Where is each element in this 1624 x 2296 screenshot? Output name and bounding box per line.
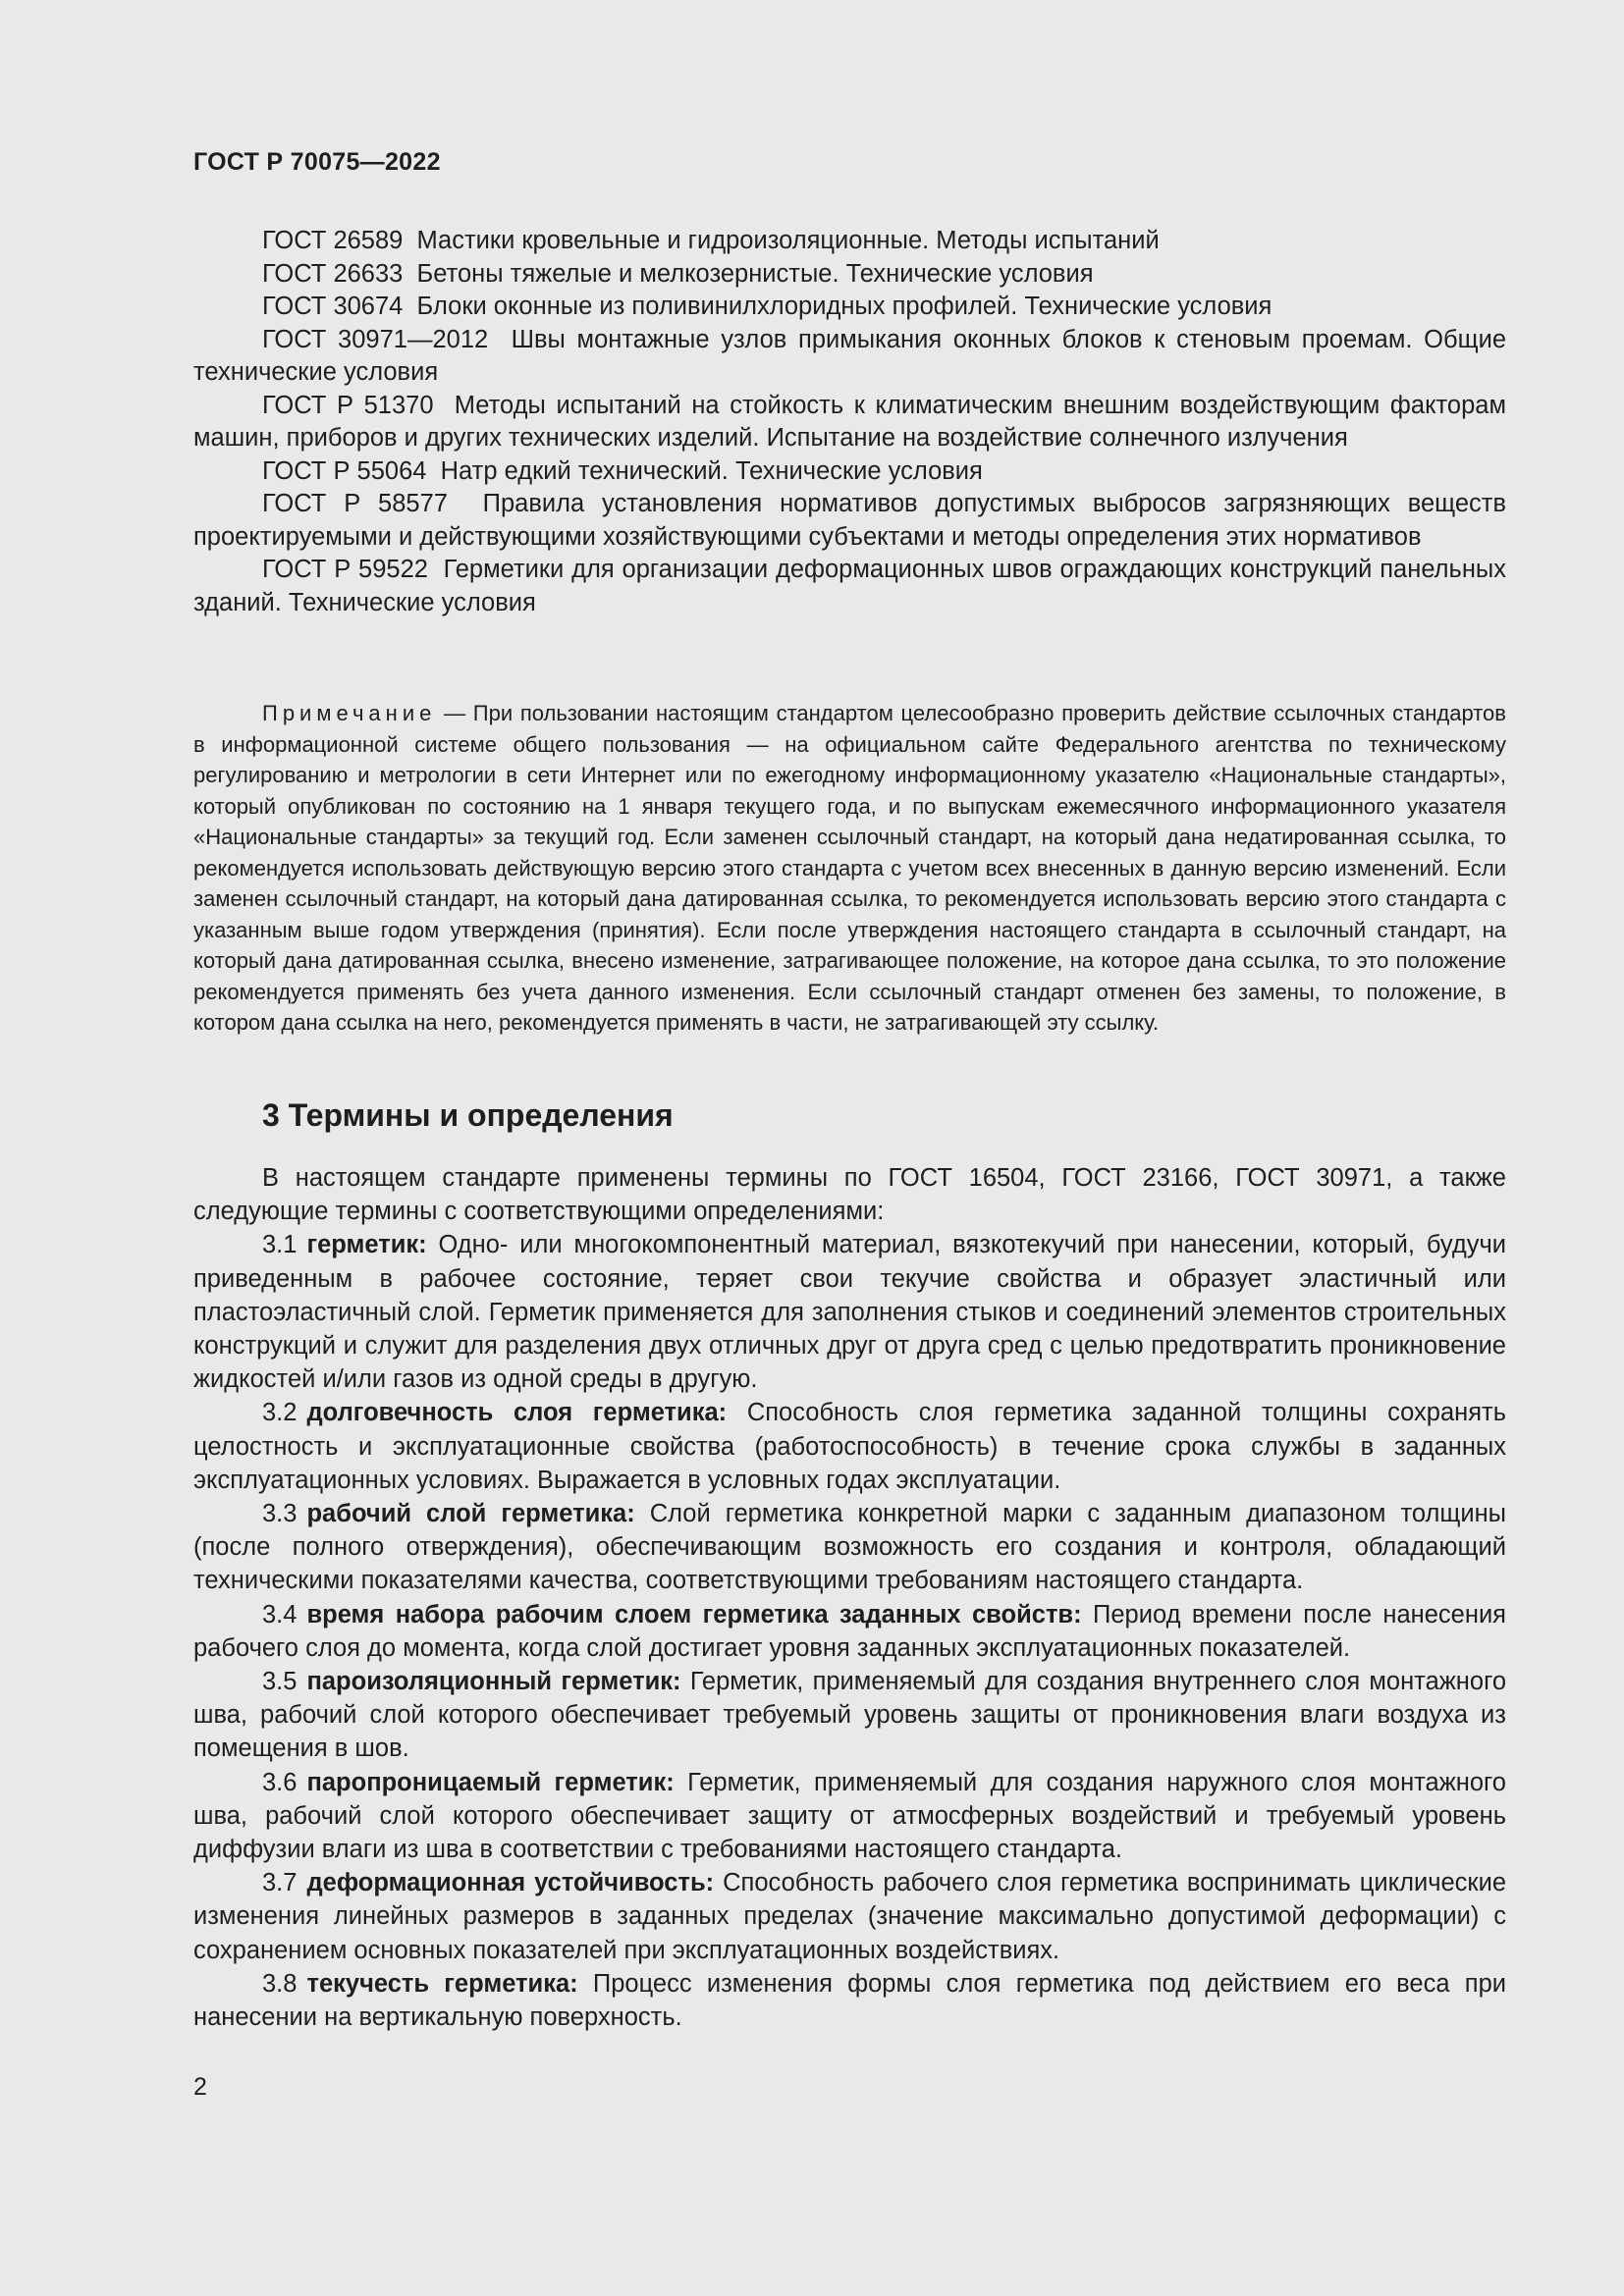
note-text: — При пользовании настоящим стандартом целесообразно проверить действие ссылочных стандартов в информационной системе общего пользования — на официальном сайте Федерального агентства по техническому регулированию и метрологии в сети Интернет или по ежегодному информационному указателю «Национальные стандарты», который опубликован по состоянию на 1 января текущего года, и по выпускам ежемесячного информационного указателя «Национальные стандарты» за текущий год. Если заменен ссылочный стандарт, на который дана недатированная ссылка, то рекомендуется использовать действующую версию этого стандарта с учетом всех внесенных в данную версию изменений. Если заменен ссылочный стандарт, на который дана датированная ссылка, то рекомендуется использовать версию этого стандарта с указанным выше годом утверждения (принятия). Если после утверждения настоящего стандарта в ссылочный стандарт, на который дана датированная ссылка, внесено изменение, затрагивающее положение, на которое дана ссылка, то это положение рекомендуется применять без учета данного изменения. Если ссылочный стандарт отменен без замены, то положение, в котором дана ссылка на него, рекомендуется применять в части, не затрагивающей эту ссылку. <box>193 701 1506 1035</box>
term-item: 3.8 текучесть герметика: Процесс изменения формы слоя герметика под действием его веса при нанесении на вертикальную поверхность. <box>193 1969 1506 2032</box>
term-item: 3.1 герметик: Одно- или многокомпонентный материал, вязкотекучий при нанесении, который, будучи приведенным в рабочее состояние, теряет свои текучие свойства и образует эластичный или пластоэластичный слой. Герметик применяется для заполнения стыков и соединений элементов строительных конструкций и служит для разделения двух отличных друг от друга сред с целью предотвратить проникновение жидкостей и/или газов из одной среды в другую. <box>193 1231 1506 1394</box>
reference-item: ГОСТ 30971—2012 Швы монтажные узлов примыкания оконных блоков к стеновым проемам. Общие технические условия <box>193 325 1507 386</box>
note-label: Примечание <box>262 701 437 725</box>
term-item: 3.5 пароизоляционный герметик: Герметик, применяемый для создания внутреннего слоя монтажного шва, рабочий слой которого обеспечивает требуемый уровень защиты от проникновения влаги воздуха из помещения в шов. <box>193 1668 1506 1763</box>
term-item: 3.4 время набора рабочим слоем герметика заданных свойств: Период времени после нанесения рабочего слоя до момента, когда слой достигает уровня заданных эксплуатационных показателей. <box>193 1600 1506 1662</box>
reference-item: ГОСТ 30674 Блоки оконные из поливинилхлоридных профилей. Технические условия <box>262 293 1272 320</box>
reference-item: ГОСТ 26589 Мастики кровельные и гидроизоляционные. Методы испытаний <box>262 227 1160 254</box>
term-item: 3.3 рабочий слой герметика: Слой герметика конкретной марки с заданным диапазоном толщины (после полного отверждения), обеспечивающим возможность его создания и контроля, обладающий техническими показателями качества, соответствующими требованиям настоящего стандарта. <box>193 1500 1506 1595</box>
normative-references-list <box>193 225 1506 619</box>
reference-item: ГОСТ Р 51370 Методы испытаний на стойкость к климатическим внешним воздействующим факторам машин, приборов и других технических изделий. Испытание на воздействие солнечного излучения <box>193 391 1506 452</box>
document-header: ГОСТ Р 70075—2022 <box>193 148 441 176</box>
reference-item: ГОСТ Р 58577 Правила установления нормативов допустимых выбросов загрязняющих веществ проектируемыми и действующими хозяйствующими субъектами и методы определения этих нормативов <box>193 490 1507 551</box>
section-intro: В настоящем стандарте применены термины по ГОСТ 16504, ГОСТ 23166, ГОСТ 30971, а также следующие термины с соответствующими определениями: <box>193 1164 1506 1226</box>
reference-item: ГОСТ Р 59522 Герметики для организации деформационных швов ограждающих конструкций панельных зданий. Технические условия <box>193 556 1506 616</box>
term-item: 3.6 паропроницаемый герметик: Герметик, применяемый для создания наружного слоя монтажного шва, рабочий слой которого обеспечивает защиту от атмосферных воздействий и требуемый уровень диффузии влаги из шва в соответствии с требованиями настоящего стандарта. <box>193 1768 1506 1864</box>
note-paragraph <box>193 698 1506 1039</box>
page-number: 2 <box>193 2073 207 2101</box>
term-item: 3.7 деформационная устойчивость: Способность рабочего слоя герметика воспринимать циклические изменения линейных размеров в заданных пределах (значение максимально допустимой деформации) с сохранением основных показателей при эксплуатационных воздействиях. <box>193 1869 1506 1964</box>
terms-list <box>193 1161 1506 2034</box>
reference-item: ГОСТ Р 55064 Натр едкий технический. Технические условия <box>262 456 983 485</box>
section-title: 3 Термины и определения <box>262 1097 674 1133</box>
reference-item: ГОСТ 26633 Бетоны тяжелые и мелкозернистые. Технические условия <box>262 259 1094 288</box>
term-item: 3.2 долговечность слоя герметика: Способность слоя герметика заданной толщины сохранять целостность и эксплуатационные свойства (работоспособность) в течение срока службы в заданных эксплуатационных условиях. Выражается в условных годах эксплуатации. <box>193 1399 1506 1494</box>
